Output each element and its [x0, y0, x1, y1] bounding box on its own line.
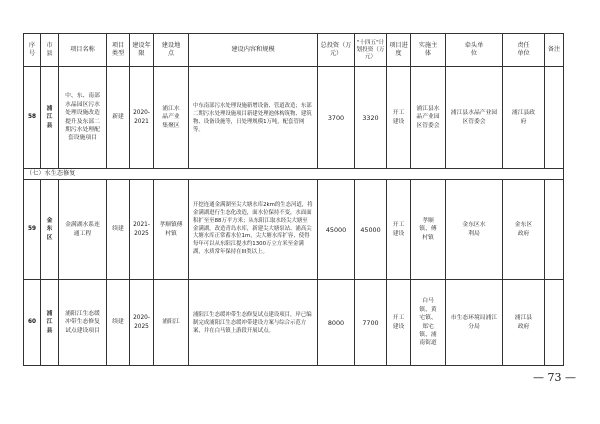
- page-number: — 73 —: [533, 371, 576, 384]
- row-58-progress: 开工建设: [392, 110, 405, 125]
- row-59-entity: 孝顺镇、傅村镇: [419, 217, 437, 241]
- row-59-county: 金东区: [46, 217, 53, 241]
- row-60-progress: 开工建设: [392, 315, 405, 330]
- row-59-name: 金满湖水系连通工程: [65, 222, 100, 237]
- row-60-content: 浦阳江生态缓冲带生态修复试点建设项目，岸已编制完成浦阳江生态缓冲带建设方案与综合示范方案，并在白马镇上游段开展试点。: [193, 311, 312, 334]
- project-table: [23, 33, 564, 366]
- row-58-location: 浦江水晶产业集聚区: [162, 105, 180, 129]
- row-60-period: 2020-2025: [133, 315, 150, 330]
- row-60-note: [545, 280, 563, 365]
- row-58-note: [545, 67, 563, 168]
- row-60-plan: 7700: [362, 318, 379, 327]
- header-plan: "十四五"计划投资（万元）: [356, 39, 385, 60]
- row-60-resp: 浦江县政府: [514, 315, 533, 330]
- row-58-seq: 58: [27, 114, 37, 121]
- header-total: 总投资（万元）: [320, 42, 352, 57]
- row-59-content: 开挖连通金满湖至尖大塘水库2km的生态河道，将金满湖进行生态化改造，面水位保持不变，水面面积扩至至88万平方米；从东阳江取水经尖大塘至金满湖，改造青岛水库，新建尖大塘泵站、浦高尖大塘水库正常蓄水位1m，尖大塘水库扩容，使得每年可以从东阳江提水约1300万立方米至金满湖，水质常年保持在III类以上。: [193, 202, 313, 255]
- row-59-location: 孝顺镇傅村镇: [159, 222, 183, 237]
- row-58-entity: 浦江县水晶产业园区管委会: [416, 105, 440, 129]
- row-59-note: [545, 180, 563, 279]
- header-note: 备注: [547, 46, 561, 53]
- header-county: 市县: [46, 42, 53, 57]
- row-59-resp: 金东区政府: [514, 222, 533, 237]
- header-type: 项目类型: [111, 42, 125, 57]
- row-59-type: 续建: [112, 226, 124, 233]
- row-60-location: 浦阳江: [162, 319, 180, 326]
- header-name: 项目名称: [70, 46, 95, 53]
- header-period: 建设年限: [132, 42, 151, 57]
- row-60-type: 续建: [112, 319, 124, 326]
- row-58-resp: 浦江县政府: [511, 110, 536, 125]
- header-lead: 牵头单位: [464, 42, 484, 57]
- header-seq: 序号: [28, 42, 36, 57]
- header-progress: 项目进度: [389, 42, 408, 57]
- section-label: （七）水生态修复: [26, 170, 76, 177]
- row-59-progress: 开工建设: [392, 222, 405, 237]
- row-59-total: 45000: [325, 225, 347, 234]
- row-58-period: 2020-2021: [133, 110, 150, 125]
- header-entity: 实施主体: [418, 42, 438, 57]
- row-59-plan: 45000: [360, 225, 381, 234]
- row-58-type: 新建: [112, 114, 124, 121]
- header-resp: 责任单位: [517, 42, 530, 57]
- row-60-lead: 市生态环境局浦江分局: [450, 315, 498, 330]
- header-location: 建设地点: [161, 42, 181, 57]
- row-58-total: 3700: [327, 113, 345, 122]
- row-59-lead: 金东区水利局: [462, 222, 486, 237]
- row-59-seq: 59: [27, 226, 37, 233]
- row-60-entity: 白马镇、黄宅镇、郑宅镇、浦南街道: [419, 298, 437, 347]
- row-60-name: 浦阳江生态缓冲带生态修复试点建设项目: [65, 310, 100, 334]
- row-59-period: 2021-2025: [133, 222, 150, 237]
- row-60-seq: 60: [27, 319, 37, 326]
- row-58-lead: 浦江县水晶产业园区管委会: [450, 110, 498, 125]
- row-60-total: 8000: [327, 318, 345, 327]
- row-58-plan: 3320: [362, 113, 379, 122]
- row-58-name: 中、东、南部水晶园区污水处理设施改造提升及东部二期污水处理配套设施项目: [65, 93, 100, 142]
- header-content: 建设内容和规模: [231, 46, 275, 53]
- row-58-county: 浦江县: [46, 105, 53, 129]
- row-60-county: 浦江县: [46, 310, 53, 334]
- row-58-content: 中东南部污水处理设施新增设备、管道改造；东部二期污水处理设施项目新建处理池体构筑物、建筑物、设备设施等，日处理规模1万吨，配套管网等。: [193, 102, 312, 133]
